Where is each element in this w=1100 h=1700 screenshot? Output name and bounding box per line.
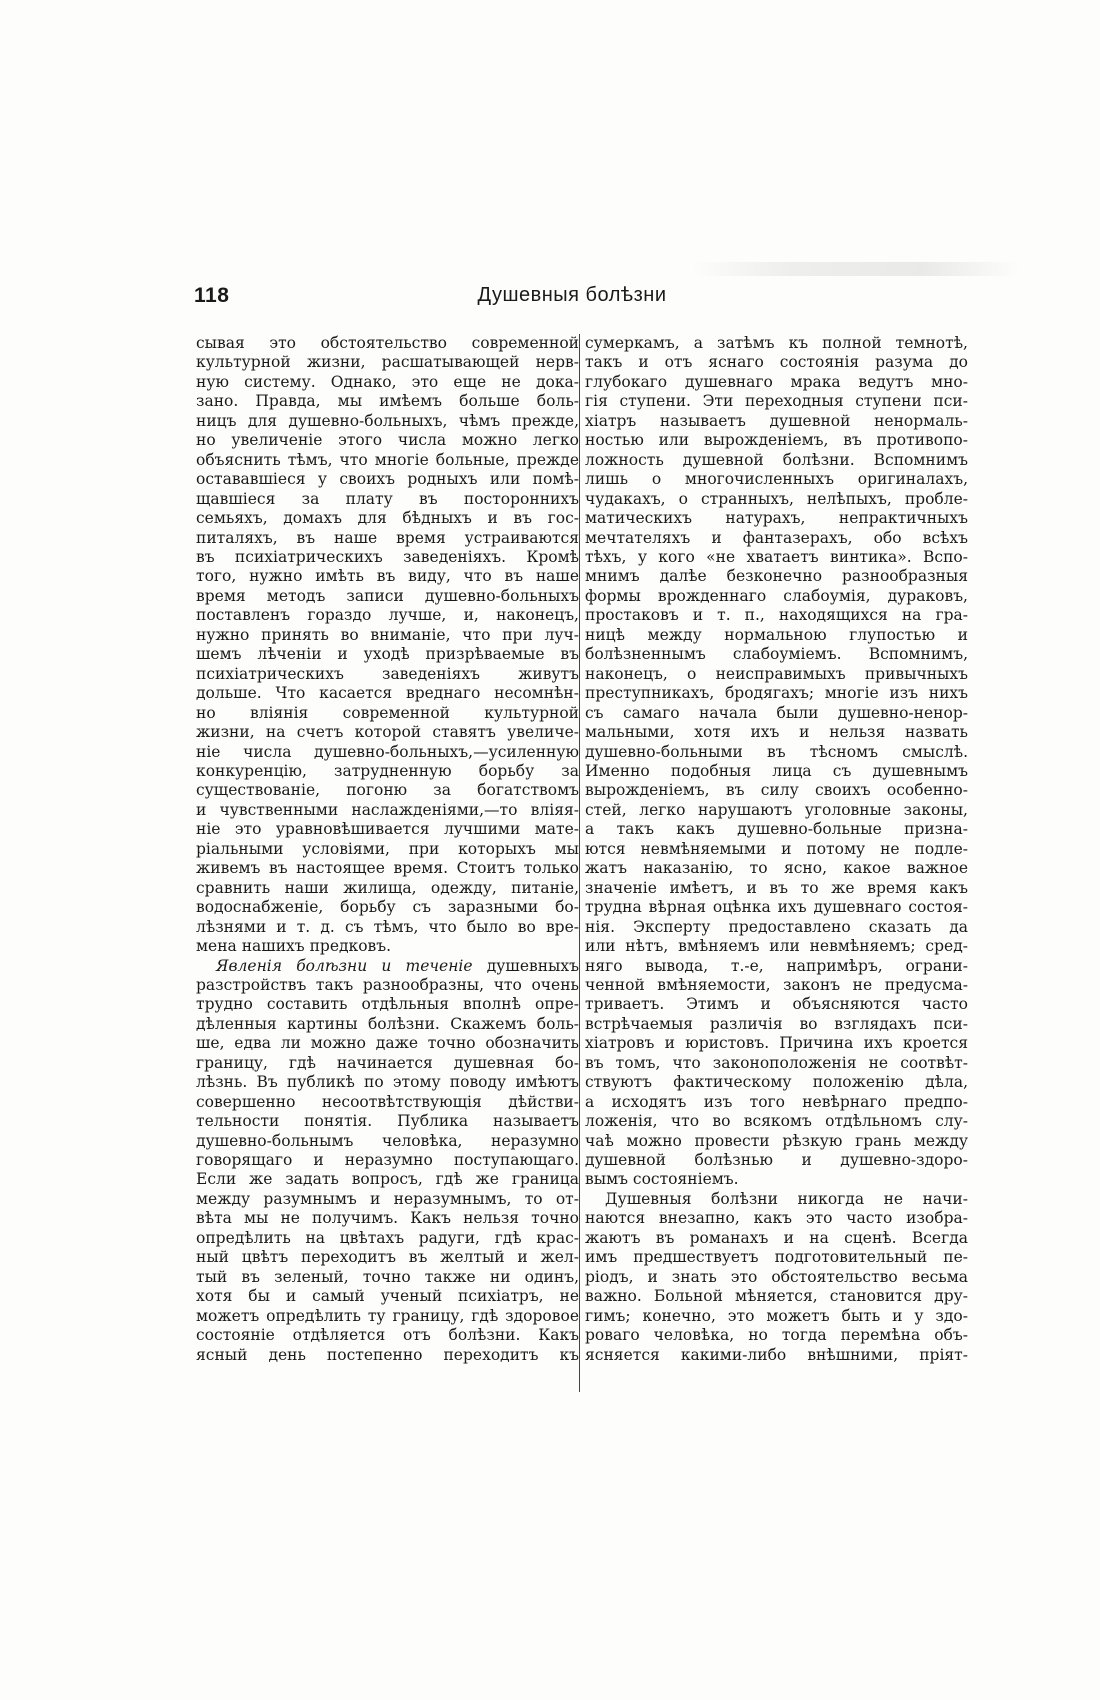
text-line <box>585 529 968 548</box>
text-line <box>585 743 968 762</box>
scan-speckle <box>690 262 1020 276</box>
line-text: вырожденіемъ, въ силу своихъ особенно- <box>585 781 968 800</box>
line-text: живемъ въ настоящее время. Стоитъ только <box>196 859 579 878</box>
text-line <box>585 995 968 1014</box>
text-line <box>196 1248 579 1267</box>
text-line <box>585 704 968 723</box>
line-text: сравнить наши жилища, одежду, питаніе, <box>196 878 579 897</box>
line-text: существованіе, погоню за богатствомъ <box>196 781 579 800</box>
line-text: такъ и отъ яснаго состоянія разума до <box>585 353 968 372</box>
text-line <box>196 373 579 392</box>
line-text: ностью или вырожденіемъ, въ противопо- <box>585 431 968 450</box>
line-text: между разумнымъ и неразумнымъ, то от- <box>196 1189 579 1208</box>
text-line <box>585 1170 968 1189</box>
text-line <box>196 509 579 528</box>
text-line <box>585 1015 968 1034</box>
text-line <box>196 1229 579 1248</box>
line-text: лишь о многочисленныхъ оригиналахъ, <box>585 470 968 489</box>
line-text: мена нашихъ предковъ. <box>196 937 392 956</box>
page-header <box>194 284 950 314</box>
text-line <box>196 490 579 509</box>
text-line <box>585 509 968 528</box>
line-text: въ психіатрическихъ заведеніяхъ. Кромѣ <box>196 547 579 566</box>
text-line <box>585 1112 968 1131</box>
text-line <box>585 898 968 917</box>
line-text: чудакахъ, о странныхъ, нелѣпыхъ, пробле- <box>585 489 968 508</box>
line-text: значеніе имѣетъ, и въ то же время какъ <box>585 878 968 897</box>
text-line <box>585 879 968 898</box>
text-line <box>196 665 579 684</box>
text-line <box>585 334 968 353</box>
text-line <box>196 1326 579 1345</box>
line-text: ницъ для душевно-больныхъ, чѣмъ прежде, <box>196 411 579 430</box>
line-text: Именно подобныя лица съ душевнымъ <box>585 761 968 780</box>
text-line <box>196 606 579 625</box>
line-text: мнимъ далѣе безконечно разнообразныя <box>585 567 968 586</box>
text-line <box>196 743 579 762</box>
line-text: тельности понятія. Публика называетъ <box>196 1112 579 1131</box>
line-text: ложенія, что во всякомъ отдѣльномъ слу- <box>585 1112 968 1131</box>
line-text: вымъ состояніемъ. <box>585 1170 739 1189</box>
text-line <box>196 587 579 606</box>
text-line <box>585 801 968 820</box>
line-text: остававшіеся у своихъ родныхъ или помѣ- <box>196 470 579 489</box>
line-text: жаютъ въ романахъ и на сценѣ. Всегда <box>585 1228 968 1247</box>
text-line <box>196 1112 579 1131</box>
text-line <box>196 937 579 956</box>
text-line <box>585 645 968 664</box>
line-text: и чувственными наслажденіями,—то вліяя- <box>196 800 579 819</box>
text-line <box>585 781 968 800</box>
text-line <box>196 995 579 1014</box>
right-column <box>585 334 968 1365</box>
line-text: ный цвѣтъ переходитъ въ желтый и жел- <box>196 1248 579 1267</box>
line-text: поставленъ гораздо лучше, и, наконецъ, <box>196 606 579 625</box>
line-text: ясняется какими-либо внѣшними, пріят- <box>585 1345 968 1364</box>
text-line <box>196 801 579 820</box>
line-text: можетъ опредѣлить ту границу, гдѣ здоровое <box>196 1306 579 1325</box>
text-line <box>585 626 968 645</box>
line-text: роваго человѣка, но тогда перемѣна объ- <box>585 1326 968 1345</box>
text-line <box>196 820 579 839</box>
text-line <box>196 1287 579 1306</box>
line-text: ную систему. Однако, это еще не дока- <box>196 372 579 391</box>
text-line <box>585 1034 968 1053</box>
line-text: стей, легко нарушаютъ уголовные законы, <box>585 800 968 819</box>
line-text: встрѣчаемыя различія во взглядахъ пси- <box>585 1014 968 1033</box>
line-text: ются невмѣняемыми и потому не подле- <box>585 839 968 858</box>
line-text: ніе это уравновѣшивается лучшими мате- <box>196 820 579 839</box>
line-text: въ томъ, что законоположенія не соотвѣт- <box>585 1053 968 1072</box>
text-line <box>196 1307 579 1326</box>
left-column <box>196 334 579 1365</box>
text-line <box>196 976 579 995</box>
line-text: сумеркамъ, а затѣмъ къ полной темнотѣ, <box>585 334 968 352</box>
text-line <box>196 626 579 645</box>
line-text: преступникахъ, бродягахъ; многіе изъ нихъ <box>585 684 968 703</box>
text-line <box>585 723 968 742</box>
line-text: но вліянія современной культурной <box>196 703 579 722</box>
text-line <box>585 373 968 392</box>
text-line <box>585 820 968 839</box>
line-text: щавшіеся за плату въ посторонниxъ <box>196 489 579 508</box>
line-text: ченной вмѣняемости, законъ не предусма- <box>585 975 968 994</box>
text-line <box>585 976 968 995</box>
line-text: сывая это обстоятельство современной <box>196 334 579 352</box>
text-line <box>196 451 579 470</box>
line-text: наконецъ, о неисправимыхъ привычныхъ <box>585 664 968 683</box>
text-line <box>585 1346 968 1365</box>
line-text: опредѣлить на цвѣтахъ радуги, гдѣ крас- <box>196 1228 579 1247</box>
text-line <box>585 1307 968 1326</box>
line-text: триваетъ. Этимъ и объясняются часто <box>585 995 968 1014</box>
text-line <box>196 723 579 742</box>
text-line <box>585 1287 968 1306</box>
line-text: хіатръ называетъ душевной ненормаль- <box>585 411 968 430</box>
text-line <box>585 684 968 703</box>
column-divider <box>579 334 580 1392</box>
line-text: няго вывода, т.-е, напримѣръ, ограни- <box>585 956 968 975</box>
line-text: ницѣ между нормальною глупостью и <box>585 625 968 644</box>
line-text: нужно принять во вниманіе, что при луч- <box>196 625 579 644</box>
text-line <box>196 898 579 917</box>
line-text: питаляхъ, въ наше время устраиваются <box>196 528 579 547</box>
text-line <box>196 645 579 664</box>
line-text: психіатрическихъ заведеніяхъ живутъ <box>196 664 579 683</box>
text-line <box>196 431 579 450</box>
page-number: 118 <box>194 284 230 307</box>
line-text: вѣта мы не получимъ. Какъ нельзя точно <box>196 1209 579 1228</box>
text-line <box>196 762 579 781</box>
text-line <box>585 762 968 781</box>
line-text: говорящаго и неразумно поступающаго. <box>196 1151 579 1170</box>
text-line <box>196 353 579 372</box>
line-text: съ самаго начала были душевно-ненор- <box>585 703 968 722</box>
line-text: время методъ записи душевно-больныхъ <box>196 586 579 605</box>
text-line <box>585 1326 968 1345</box>
line-text: душевной болѣзнью и душевно-здоро- <box>585 1151 968 1170</box>
text-line <box>196 1209 579 1228</box>
line-text: имъ предшествуетъ подготовительный пе- <box>585 1248 968 1267</box>
text-line <box>196 334 579 353</box>
line-text: Душевныя болѣзни никогда не начи- <box>605 1189 968 1208</box>
text-line <box>585 937 968 956</box>
text-line <box>196 1034 579 1053</box>
line-text: культурной жизни, расшатывающей нерв- <box>196 353 579 372</box>
text-line <box>585 470 968 489</box>
line-text: душевно-больными въ тѣсномъ смыслѣ. <box>585 742 968 761</box>
text-line <box>196 1346 579 1365</box>
text-line <box>196 1190 579 1209</box>
text-line <box>585 567 968 586</box>
line-text: лѣзнь. Въ публикѣ по этому поводу имѣютъ <box>196 1073 579 1092</box>
text-line <box>585 1132 968 1151</box>
line-text: мальными, хотя ихъ и нельзя назвать <box>585 723 968 742</box>
line-text: простаковъ и т. п., находящихся на гра- <box>585 606 968 625</box>
text-line <box>585 840 968 859</box>
text-line <box>585 918 968 937</box>
text-line <box>585 490 968 509</box>
text-line <box>585 548 968 567</box>
line-text: зано. Правда, мы имѣемъ больше боль- <box>196 392 579 411</box>
text-line <box>585 353 968 372</box>
line-text: хотя бы и самый ученый психіатръ, не <box>196 1287 579 1306</box>
text-line <box>196 1093 579 1112</box>
text-line <box>196 859 579 878</box>
text-line <box>585 1054 968 1073</box>
line-text: ясный день постепенно переходитъ къ <box>196 1345 579 1364</box>
line-text: состояніе отдѣляется отъ болѣзни. Какъ <box>196 1326 579 1345</box>
italic-lead: Явленія болѣзни и теченіе <box>216 956 473 975</box>
text-line <box>585 1151 968 1170</box>
line-text: важно. Больной мѣняется, становится дру- <box>585 1287 968 1306</box>
text-line <box>196 684 579 703</box>
line-text: ложность душевной болѣзни. Вспомнимъ <box>585 450 968 469</box>
line-text: объяснить тѣмъ, что многіе больные, прежде <box>196 450 579 469</box>
line-text: дѣленныя картины болѣзни. Скажемъ боль- <box>196 1014 579 1033</box>
text-line <box>196 840 579 859</box>
text-line <box>585 1093 968 1112</box>
text-line <box>585 859 968 878</box>
line-text: того, нужно имѣть въ виду, что въ наше <box>196 567 579 586</box>
text-line <box>196 412 579 431</box>
line-text: трудно составить отдѣльныя вполнѣ опре- <box>196 995 579 1014</box>
text-line <box>585 665 968 684</box>
line-text: жатъ наказанію, то ясно, какое важное <box>585 859 968 878</box>
text-line <box>196 704 579 723</box>
line-text: ніе числа душевно-больныхъ,—усиленную <box>196 742 579 761</box>
line-text: глубокаго душевнаго мрака ведутъ мно- <box>585 372 968 391</box>
line-text: а исходятъ изъ того невѣрнаго предпо- <box>585 1092 968 1111</box>
text-line <box>585 1268 968 1287</box>
text-line <box>196 567 579 586</box>
text-line <box>196 1054 579 1073</box>
text-line <box>585 431 968 450</box>
line-text: тый въ зеленый, точно также ни одинъ, <box>196 1267 579 1286</box>
line-text: ріодъ, и знать это обстоятельство весьма <box>585 1267 968 1286</box>
text-line <box>585 1229 968 1248</box>
line-text: шемъ лѣченіи и уходѣ призрѣваемые въ <box>196 645 579 664</box>
line-text: ствуютъ фактическому положенію дѣла, <box>585 1073 968 1092</box>
line-text: совершенно несоотвѣтствующія дѣйстви- <box>196 1092 579 1111</box>
line-text: тѣхъ, у кого «не хватаетъ винтика». Вспо- <box>585 547 968 566</box>
line-text: чаѣ можно провести рѣзкую грань между <box>585 1131 968 1150</box>
line-text: болѣзненнымъ слабоуміемъ. Вспомнимъ, <box>585 645 968 664</box>
text-line <box>585 1209 968 1228</box>
line-text: душевныхъ <box>472 956 579 975</box>
text-line <box>585 957 968 976</box>
line-text: трудна вѣрная оцѣнка ихъ душевнаго состоя- <box>585 898 968 917</box>
line-text: семьяхъ, домахъ для бѣдныхъ и въ гос- <box>196 509 579 528</box>
running-head: Душевныя болѣзни <box>477 284 667 306</box>
line-text: но увеличеніе этого числа можно легко <box>196 431 579 450</box>
line-text: хіатровъ и юристовъ. Причина ихъ кроется <box>585 1034 968 1053</box>
line-text: гія ступени. Эти переходныя ступени пси- <box>585 392 968 411</box>
text-line <box>585 606 968 625</box>
line-text: гимъ; конечно, это можетъ быть и у здо- <box>585 1306 968 1325</box>
text-line <box>196 1151 579 1170</box>
text-line <box>196 1132 579 1151</box>
line-text: Если же задать вопросъ, гдѣ же граница <box>196 1170 579 1189</box>
line-text: лѣзнями и т. д. съ тѣмъ, что было во вре- <box>196 917 579 936</box>
text-line <box>585 587 968 606</box>
text-line <box>196 1170 579 1189</box>
text-line <box>196 1015 579 1034</box>
text-line <box>196 529 579 548</box>
line-text: ше, едва ли можно даже точно обозначить <box>196 1034 579 1053</box>
text-line <box>585 1190 968 1209</box>
text-line <box>196 781 579 800</box>
text-line <box>196 392 579 411</box>
line-text: мечтателяхъ и фантазерахъ, обо всѣхъ <box>585 528 968 547</box>
text-line <box>585 392 968 411</box>
line-text: ріальными условіями, при которыхъ мы <box>196 839 579 858</box>
line-text: водоснабженіе, борьбу съ заразными бо- <box>196 898 579 917</box>
line-text: нія. Эксперту предоставлено сказать да <box>585 917 968 936</box>
line-text: или нѣтъ, вмѣняемъ или невмѣняемъ; сред- <box>585 937 968 956</box>
line-text: матическихъ натурахъ, непрактичныхъ <box>585 509 968 528</box>
line-text: конкуренцію, затрудненную борьбу за <box>196 761 579 780</box>
line-text: разстройствъ такъ разнообразны, что очень <box>196 975 579 994</box>
line-text: душевно-больнымъ человѣка, неразумно <box>196 1131 579 1150</box>
text-line <box>196 1073 579 1092</box>
text-line <box>196 548 579 567</box>
line-text: а такъ какъ душевно-больные призна- <box>585 820 968 839</box>
line-text: жизни, на счетъ которой ставятъ увеличе- <box>196 723 579 742</box>
text-line <box>585 451 968 470</box>
text-line <box>585 1073 968 1092</box>
text-line <box>585 1248 968 1267</box>
line-text: наются внезапно, какъ это часто изобра- <box>585 1209 968 1228</box>
line-text: границу, гдѣ начинается душевная бо- <box>196 1053 579 1072</box>
line-text: формы врожденнаго слабоумія, дураковъ, <box>585 586 968 605</box>
text-line <box>585 412 968 431</box>
text-line <box>196 470 579 489</box>
text-line <box>196 879 579 898</box>
text-line <box>196 957 579 976</box>
text-line <box>196 918 579 937</box>
line-text: дольше. Что касается вреднаго несомнѣн- <box>196 684 579 703</box>
text-line <box>196 1268 579 1287</box>
